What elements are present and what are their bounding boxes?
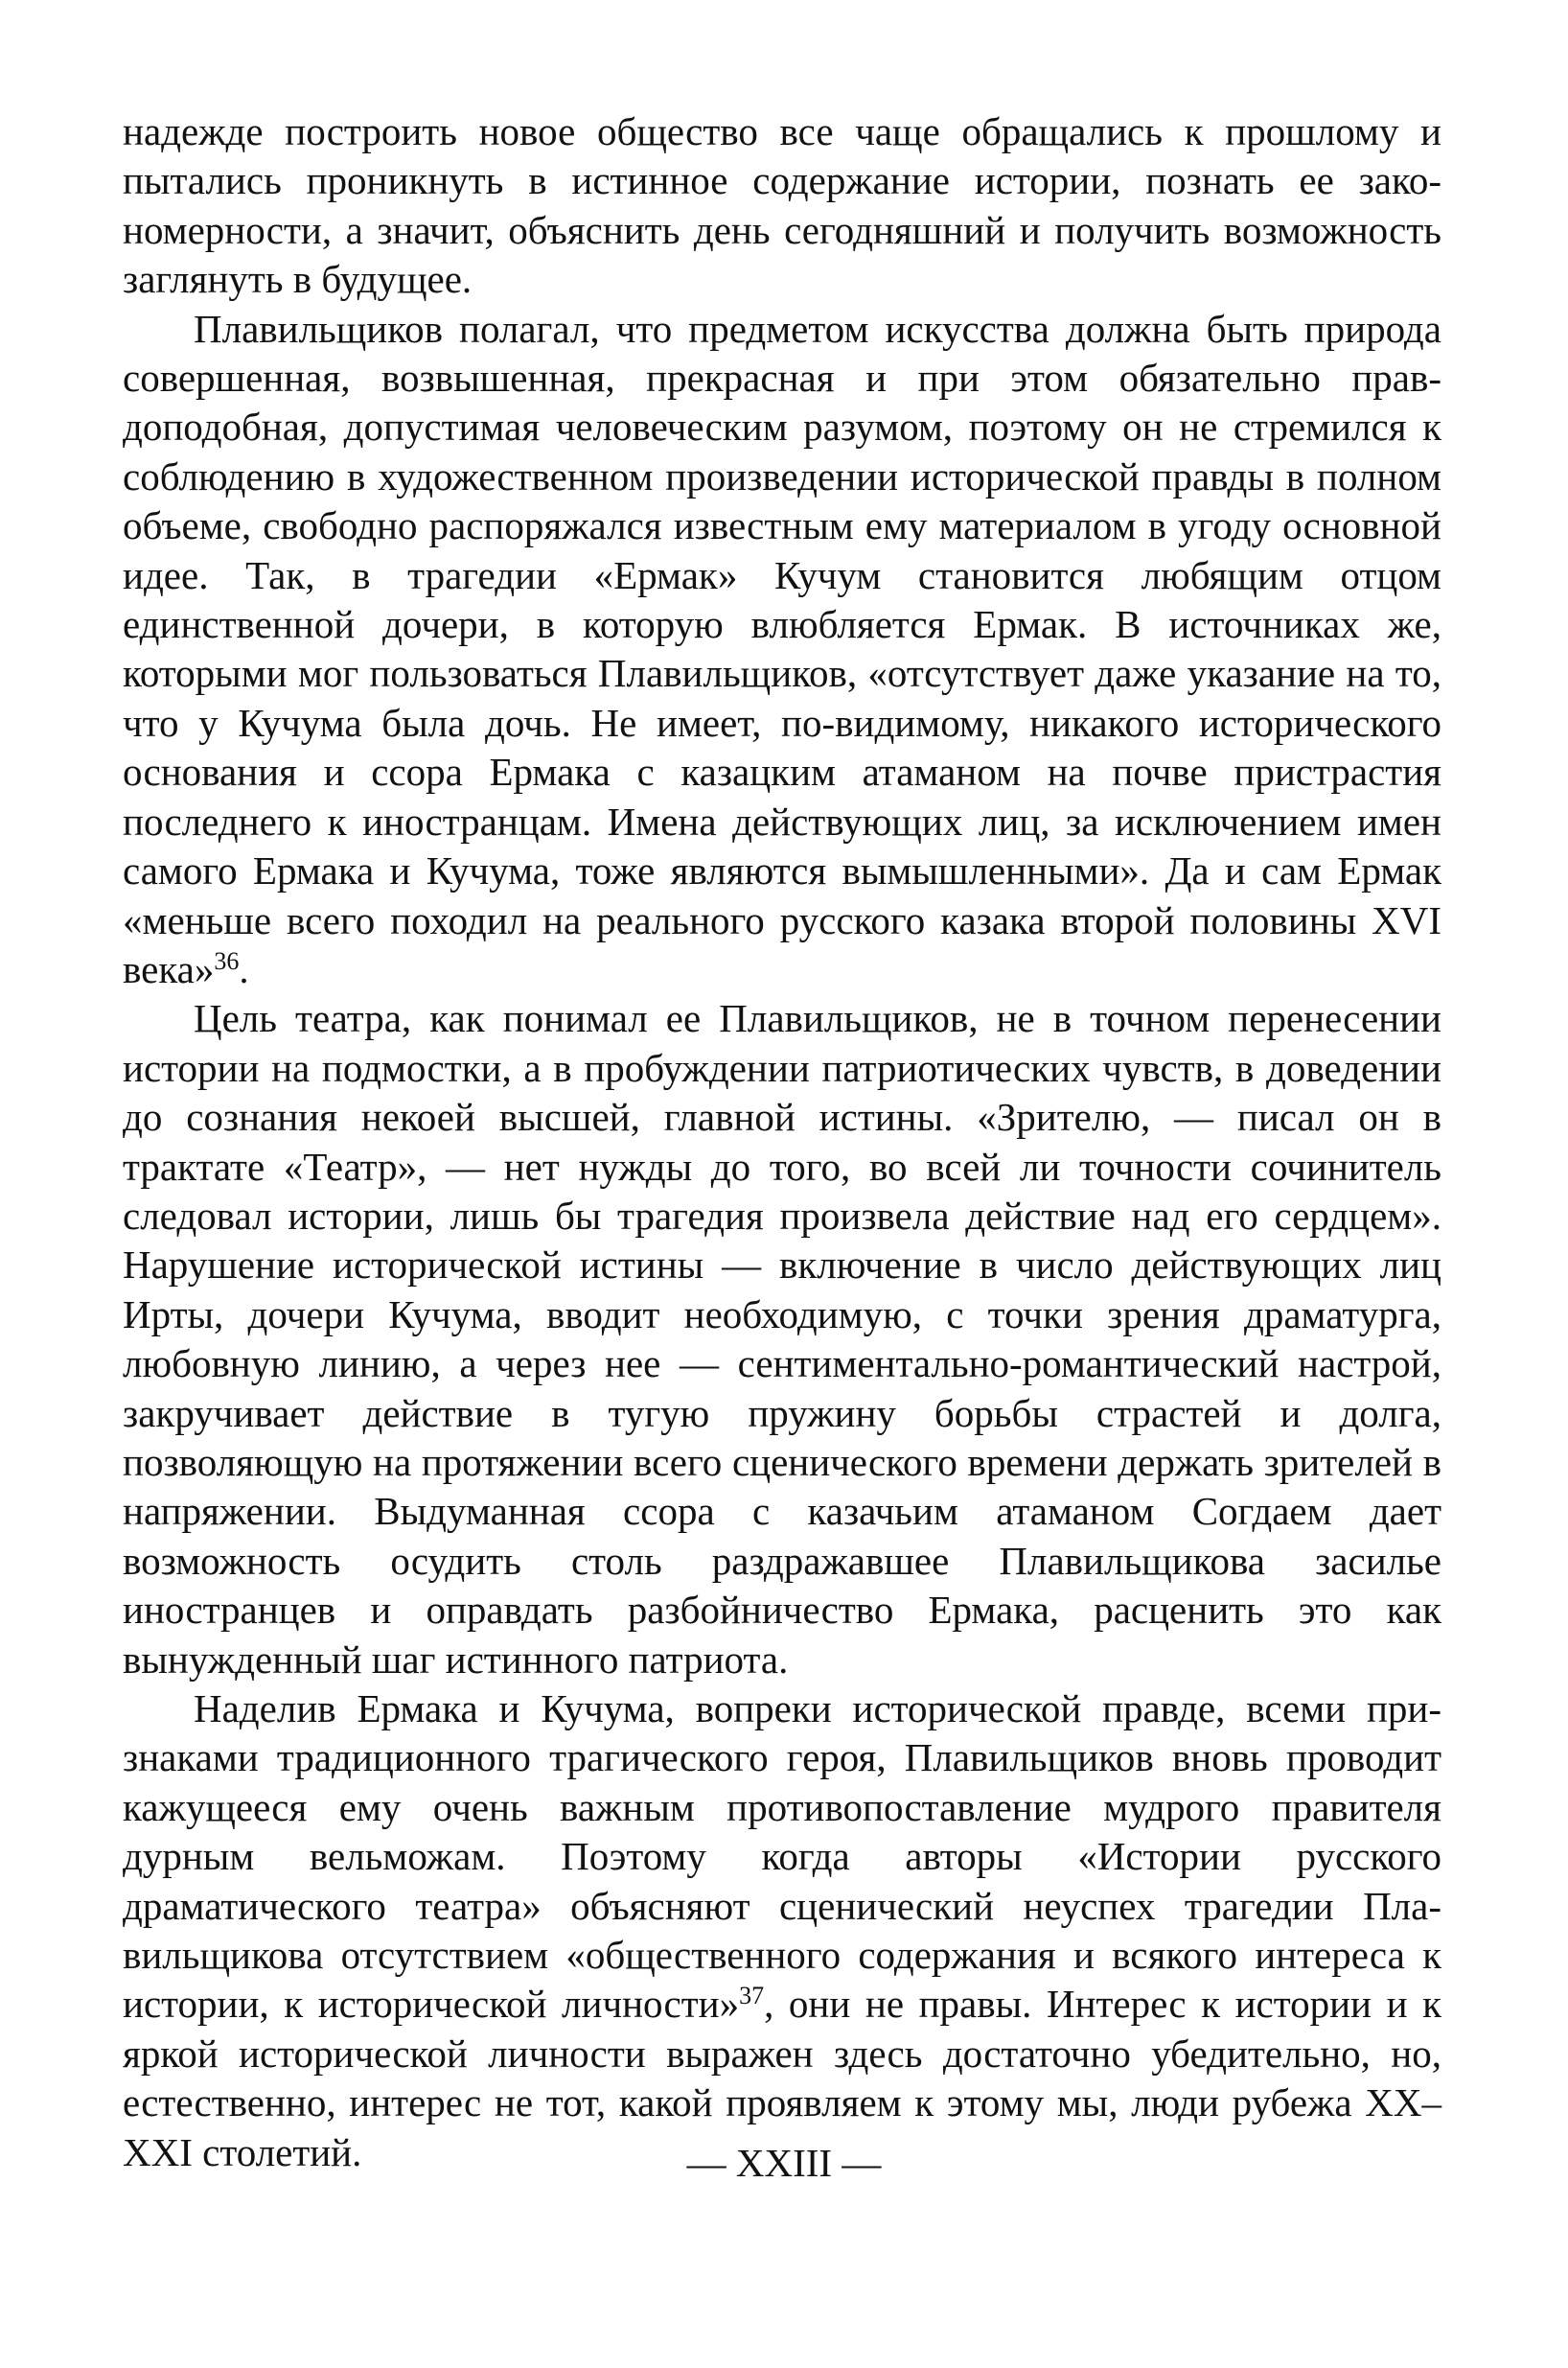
paragraph-text: Плавильщиков полагал, что предметом искусства должна быть природа совершенная, возвышенная, прекрасная и при этом обязательно правдоподобная, допустимая человеческим разумом, поэтому он не стремился к соблюдению в художественном произведении исторической правды в полном объеме, свободно распоряжался известным ему материалом в угоду основной идее. Так, в трагедии «Ермак» Кучум становится любящим отцом единственной дочери, в которую влюбляется Ермак. В источниках же, которыми мог пользоваться Плавильщиков, «отсутствует даже указание на то, что у Кучума была дочь. Не имеет, по-видимому, никакого исторического основания и ссора Ермака с казацким атаманом на почве пристрастия последнего к иностранцам. Имена действующих лиц, за исключением имен самого Ермака и Кучума, тоже являются вымышленными». Да и сам Ермак «меньше всего походил на реального русского казака второй половины XVI века» bbox=[123, 306, 1441, 991]
page-body bbox=[123, 107, 1441, 2177]
paragraph-text: надежде построить новое общество все чаще обращались к прошлому и пытались проникнуть в истинное содержание истории, познать ее закономерности, а значит, объяснить день сегодняшний и получить возможность заглянуть в будущее. bbox=[123, 109, 1441, 302]
paragraph-2 bbox=[123, 305, 1441, 995]
paragraph-text: , они не правы. Интерес к истории и к яркой исторической личности выражен здесь достаточно убедительно, но, естественно, интерес не тот, какой проявляем к этому мы, люди рубежа XX–XXI столетий. bbox=[123, 1982, 1442, 2174]
paragraph-text: Цель театра, как понимал ее Плавильщиков, не в точном перенесении истории на подмостки, а в пробуждении патриотических чувств, в доведении до сознания некоей высшей, главной истины. «Зрителю, — писал он в трактате «Театр», — нет нужды до того, во всей ли точности сочинитель следовал истории, лишь бы трагедия произвела действие над его сердцем». Нарушение исторической истины — включение в число действующих лиц Ирты, дочери Кучума, вводит необходимую, с точки зрения драматурга, любовную линию, а через нее — сентиментально-романтический настрой, закручивает действие в тугую пружину борьбы страстей и долга, позволяющую на протяжении всего сценического времени держать зрителей в напряжении. Выдуманная ссора с казачьим атаманом Согдаем дает возможность осудить столь раздражавшее Плавильщикова засилье иностранцев и оправдать разбойничество Ермака, расценить это как вынужденный шаг истинного патриота. bbox=[123, 996, 1441, 1682]
footnote-ref[interactable]: 36 bbox=[214, 946, 240, 975]
paragraph-4 bbox=[123, 1684, 1441, 2177]
paragraph-text: . bbox=[239, 946, 249, 991]
footnote-ref[interactable]: 37 bbox=[739, 1982, 765, 2010]
paragraph-text: Наделив Ермака и Кучума, вопреки исторической правде, всеми признаками традиционного трагического героя, Плавильщиков вновь проводит кажущееся ему очень важным противопоставление мудрого правителя дурным вельможам. Поэтому когда авторы «Истории русского драматического театра» объясняют сценический неуспех трагедии Плавильщикова отсутствием «общественного содержания и всякого интереса к истории, к исторической личности» bbox=[123, 1686, 1441, 2027]
paragraph-3 bbox=[123, 994, 1441, 1684]
paragraph-1 bbox=[123, 107, 1441, 305]
page-number: — XXIII — bbox=[686, 2141, 882, 2185]
